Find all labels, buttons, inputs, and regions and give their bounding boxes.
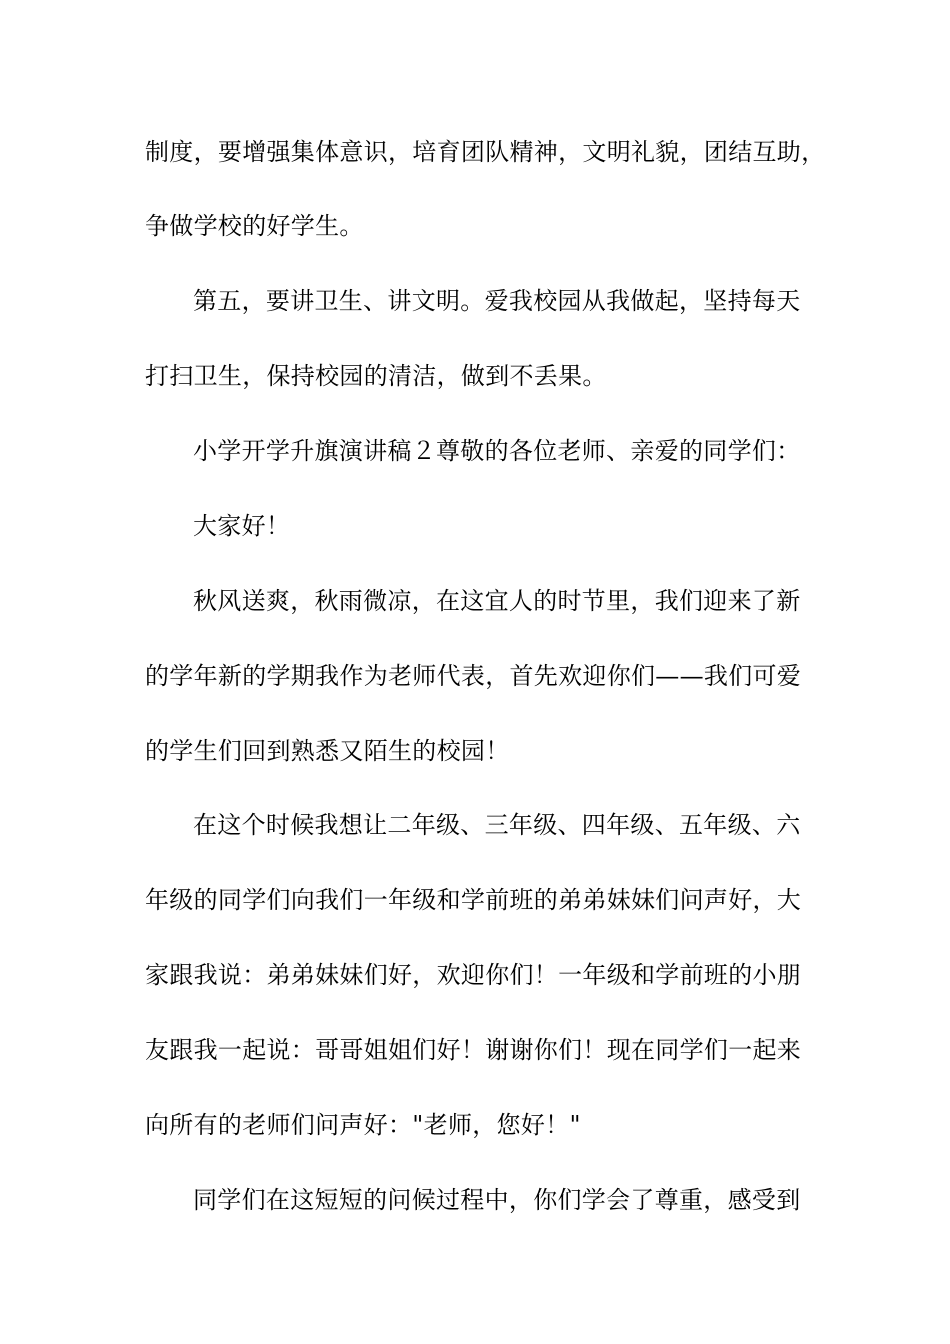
text-line: 年级的同学们向我们一年级和学前班的弟弟妹妹们问声好，大 xyxy=(145,886,802,914)
text-line: 打扫卫生，保持校园的清洁，做到不丢果。 xyxy=(145,362,607,390)
text-line: 争做学校的好学生。 xyxy=(145,212,364,240)
paragraph-start-line: 秋风送爽，秋雨微凉，在这宜人的时节里，我们迎来了新 xyxy=(193,587,801,615)
text-line: 制度，要增强集体意识，培育团队精神，文明礼貌，团结互助， xyxy=(145,138,826,166)
text-line: 友跟我一起说：哥哥姐姐们好！谢谢你们！现在同学们一起来 xyxy=(145,1036,802,1064)
speech-title-line: 小学开学升旗演讲稿２尊敬的各位老师、亲爱的同学们： xyxy=(193,437,801,465)
text-line: 向所有的老师们问声好："老师，您好！" xyxy=(145,1111,581,1139)
paragraph-start-line: 同学们在这短短的问候过程中，你们学会了尊重，感受到 xyxy=(193,1186,801,1214)
greeting-line: 大家好！ xyxy=(193,512,291,540)
text-line: 的学年新的学期我作为老师代表，首先欢迎你们——我们可爱 xyxy=(145,662,802,690)
text-line: 家跟我说：弟弟妹妹们好，欢迎你们！一年级和学前班的小朋 xyxy=(145,961,802,989)
paragraph-start-line: 在这个时候我想让二年级、三年级、四年级、五年级、六 xyxy=(193,811,801,839)
text-line: 的学生们回到熟悉又陌生的校园！ xyxy=(145,737,510,765)
paragraph-start-line: 第五，要讲卫生、讲文明。爱我校园从我做起，坚持每天 xyxy=(193,287,801,315)
